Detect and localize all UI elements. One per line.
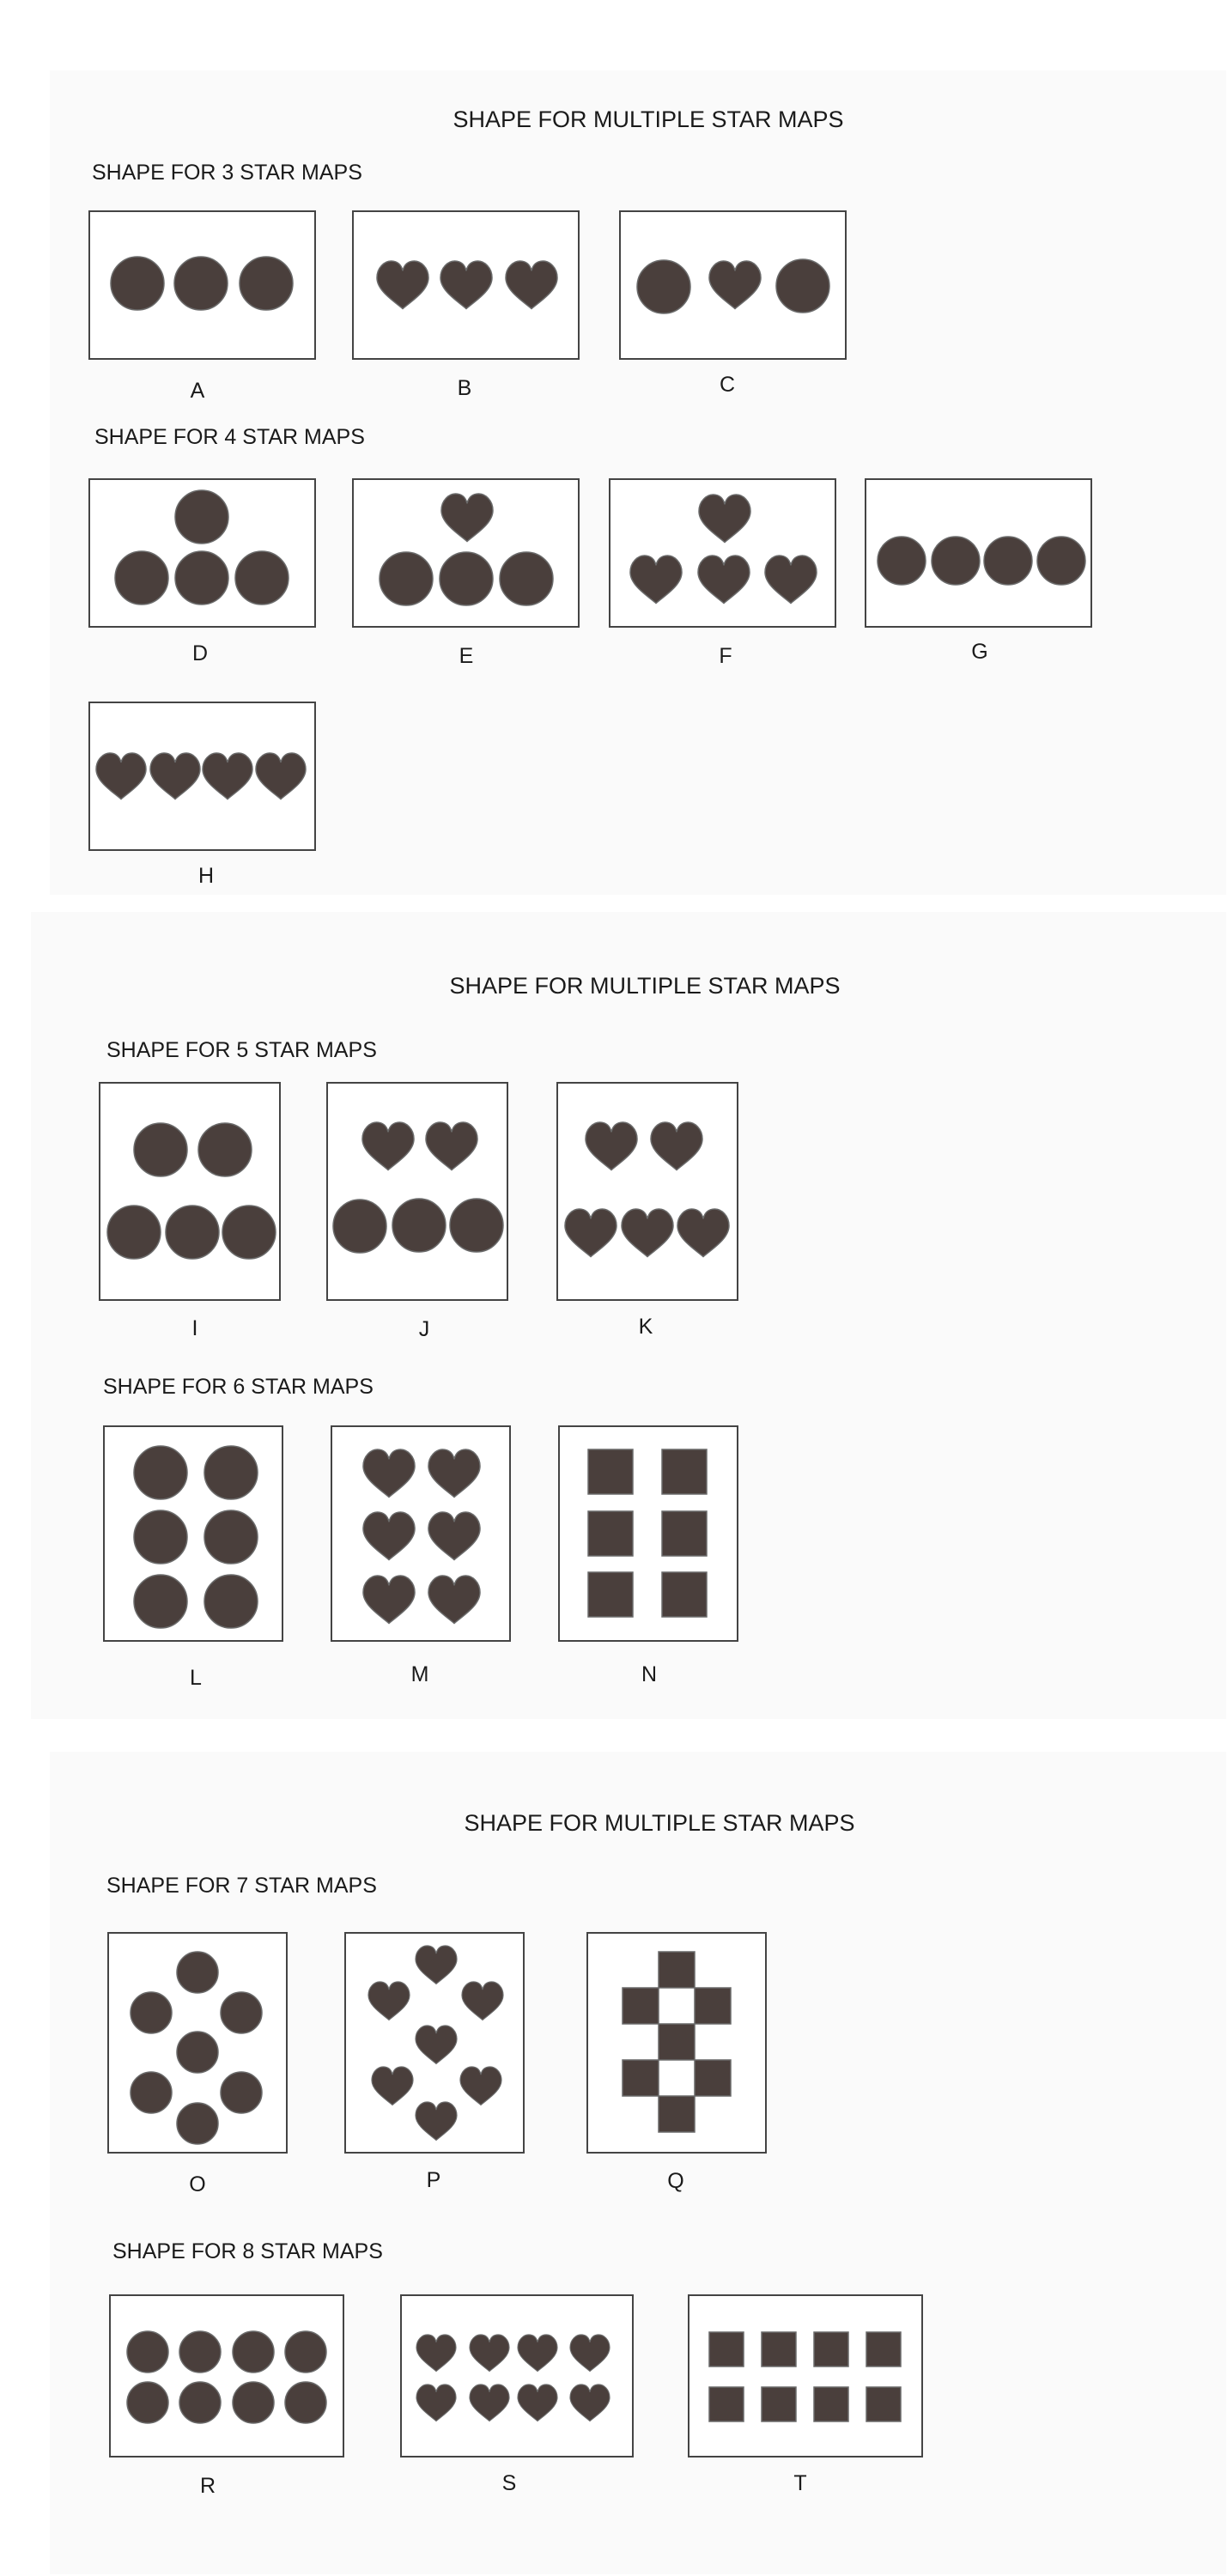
circle-icon: [127, 2382, 168, 2423]
circle-icon: [1037, 537, 1085, 585]
heart-icon: [709, 261, 761, 309]
circle-icon: [131, 2072, 172, 2113]
circle-icon: [878, 537, 926, 585]
section-title: SHAPE FOR MULTIPLE STAR MAPS: [449, 973, 841, 999]
circle-icon: [166, 1206, 219, 1259]
option-label: D: [191, 641, 209, 665]
circle-icon: [285, 2331, 326, 2372]
heart-icon: [416, 2102, 457, 2140]
circle-icon: [333, 1200, 386, 1253]
option-card-d[interactable]: [88, 478, 316, 628]
circle-icon: [177, 2103, 218, 2144]
option-label: H: [197, 864, 215, 888]
heart-icon: [428, 1449, 480, 1498]
option-label: P: [426, 2168, 441, 2192]
option-card-f[interactable]: [609, 478, 836, 628]
section-title: SHAPE FOR MULTIPLE STAR MAPS: [453, 106, 844, 132]
option-label: M: [410, 1662, 429, 1686]
heart-icon: [586, 1122, 637, 1170]
option-card-g[interactable]: [865, 478, 1092, 628]
square-icon: [695, 2060, 731, 2096]
square-icon: [623, 2060, 659, 2096]
square-icon: [866, 2332, 901, 2366]
heart-icon: [377, 261, 428, 309]
heart-icon: [363, 1449, 415, 1498]
option-card-t[interactable]: [688, 2294, 923, 2458]
circle-icon: [179, 2382, 221, 2423]
option-card-p[interactable]: [344, 1932, 525, 2154]
option-label: B: [457, 376, 472, 400]
heart-icon: [462, 1982, 503, 2020]
heart-icon: [441, 494, 493, 542]
heart-icon: [651, 1122, 702, 1170]
option-label: L: [190, 1666, 202, 1690]
option-card-h[interactable]: [88, 702, 316, 851]
square-icon: [662, 1572, 707, 1617]
circle-icon: [204, 1575, 258, 1628]
circle-icon: [174, 257, 228, 310]
option-label: I: [191, 1316, 198, 1340]
heart-icon: [470, 2385, 509, 2421]
circle-icon: [179, 2331, 221, 2372]
circle-icon: [380, 552, 433, 605]
circle-icon: [221, 2072, 262, 2113]
heart-icon: [363, 1576, 415, 1624]
circle-icon: [984, 537, 1032, 585]
square-icon: [588, 1511, 633, 1556]
heart-icon: [150, 753, 200, 799]
heart-icon: [765, 556, 817, 604]
option-label: T: [793, 2471, 807, 2495]
option-label: G: [971, 640, 988, 664]
square-icon: [623, 1988, 659, 2024]
circle-icon: [637, 260, 690, 313]
group-heading: SHAPE FOR 4 STAR MAPS: [94, 425, 365, 449]
circle-icon: [177, 2032, 218, 2073]
option-card-i[interactable]: [99, 1082, 281, 1301]
circle-icon: [285, 2382, 326, 2423]
circle-icon: [450, 1199, 503, 1252]
heart-icon: [203, 753, 252, 799]
square-icon: [709, 2332, 744, 2366]
heart-icon: [622, 1209, 673, 1257]
circle-icon: [175, 551, 228, 605]
square-icon: [866, 2387, 901, 2421]
square-icon: [659, 2024, 695, 2060]
circle-icon: [175, 490, 228, 544]
heart-icon: [426, 1122, 477, 1170]
heart-icon: [565, 1209, 617, 1257]
group-heading: SHAPE FOR 3 STAR MAPS: [92, 161, 362, 185]
circle-icon: [198, 1123, 252, 1176]
heart-icon: [363, 1512, 415, 1560]
heart-icon: [416, 1946, 457, 1984]
group-heading: SHAPE FOR 5 STAR MAPS: [106, 1038, 377, 1062]
circle-icon: [204, 1446, 258, 1499]
option-label: J: [418, 1317, 430, 1341]
group-heading: SHAPE FOR 7 STAR MAPS: [106, 1874, 377, 1898]
option-card-j[interactable]: [326, 1082, 508, 1301]
square-icon: [662, 1449, 707, 1494]
circle-icon: [240, 257, 293, 310]
square-icon: [814, 2387, 848, 2421]
circle-icon: [500, 552, 553, 605]
heart-icon: [372, 2067, 413, 2105]
heart-icon: [698, 556, 750, 604]
circle-icon: [235, 551, 289, 605]
circle-icon: [932, 537, 980, 585]
circle-icon: [134, 1123, 187, 1176]
option-card-a[interactable]: [88, 210, 316, 360]
heart-icon: [416, 2026, 457, 2063]
circle-icon: [107, 1206, 161, 1259]
heart-icon: [440, 261, 492, 309]
circle-icon: [233, 2382, 274, 2423]
option-label: O: [189, 2172, 206, 2196]
option-card-m[interactable]: [331, 1425, 511, 1642]
heart-icon: [96, 753, 146, 799]
circle-icon: [134, 1510, 187, 1564]
circle-icon: [440, 552, 493, 605]
heart-icon: [518, 2385, 557, 2421]
circle-icon: [131, 1992, 172, 2033]
option-card-c[interactable]: [619, 210, 847, 360]
square-icon: [762, 2387, 796, 2421]
option-card-l[interactable]: [103, 1425, 283, 1642]
circle-icon: [221, 1992, 262, 2033]
heart-icon: [416, 2385, 456, 2421]
option-label: E: [459, 644, 474, 668]
square-icon: [662, 1511, 707, 1556]
circle-icon: [115, 551, 168, 605]
heart-icon: [518, 2335, 557, 2372]
heart-icon: [570, 2385, 610, 2421]
option-label: S: [501, 2471, 517, 2495]
heart-icon: [256, 753, 306, 799]
circle-icon: [776, 259, 829, 313]
circle-icon: [392, 1199, 446, 1252]
square-icon: [659, 2096, 695, 2132]
option-card-r[interactable]: [109, 2294, 344, 2458]
heart-icon: [506, 261, 557, 309]
heart-icon: [470, 2335, 509, 2372]
circle-icon: [222, 1206, 276, 1259]
group-heading: SHAPE FOR 8 STAR MAPS: [112, 2239, 383, 2263]
heart-icon: [428, 1576, 480, 1624]
option-label: R: [199, 2474, 216, 2498]
heart-icon: [570, 2335, 610, 2372]
square-icon: [588, 1572, 633, 1617]
option-card-o[interactable]: [107, 1932, 288, 2154]
square-icon: [695, 1988, 731, 2024]
group-heading: SHAPE FOR 6 STAR MAPS: [103, 1375, 374, 1399]
option-label: F: [719, 644, 732, 668]
square-icon: [709, 2387, 744, 2421]
circle-icon: [204, 1510, 258, 1564]
option-label: N: [641, 1662, 658, 1686]
heart-icon: [416, 2335, 456, 2372]
heart-icon: [460, 2067, 501, 2105]
heart-icon: [368, 1982, 410, 2020]
heart-icon: [362, 1122, 414, 1170]
circle-icon: [134, 1575, 187, 1628]
circle-icon: [111, 257, 164, 310]
option-card-s[interactable]: [400, 2294, 634, 2458]
option-card-k[interactable]: [556, 1082, 738, 1301]
circle-icon: [177, 1952, 218, 1993]
circle-icon: [233, 2331, 274, 2372]
heart-icon: [699, 495, 750, 543]
option-label: Q: [667, 2169, 684, 2193]
square-icon: [588, 1449, 633, 1494]
option-label: K: [638, 1315, 653, 1339]
option-card-b[interactable]: [352, 210, 580, 360]
option-card-n[interactable]: [558, 1425, 738, 1642]
heart-icon: [630, 556, 682, 604]
option-card-e[interactable]: [352, 478, 580, 628]
option-label: C: [719, 373, 736, 397]
square-icon: [814, 2332, 848, 2366]
option-label: A: [190, 379, 205, 403]
section-title: SHAPE FOR MULTIPLE STAR MAPS: [464, 1810, 855, 1836]
heart-icon: [428, 1512, 480, 1560]
circle-icon: [134, 1446, 187, 1499]
option-card-q[interactable]: [586, 1932, 767, 2154]
circle-icon: [127, 2331, 168, 2372]
square-icon: [659, 1952, 695, 1988]
square-icon: [762, 2332, 796, 2366]
heart-icon: [677, 1209, 729, 1257]
